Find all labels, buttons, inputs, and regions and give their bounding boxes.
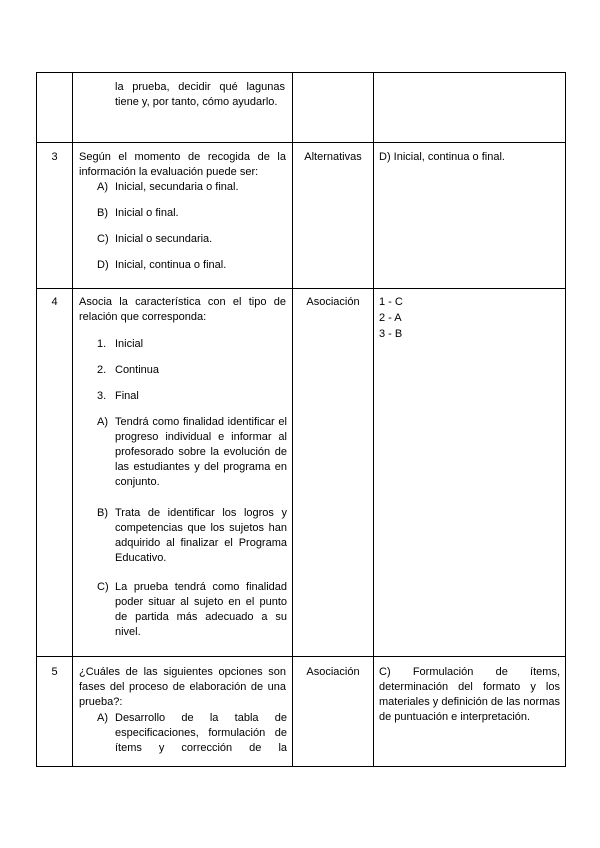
correct-answer: C) Formulación de ítems, determinación del formato y los materiales y definición de las normas de puntuación e interpretación. bbox=[379, 666, 560, 723]
question-number: 3 bbox=[51, 151, 58, 163]
question-text: ¿Cuáles de las siguientes opciones son fases del proceso de elaboración de una prueba?: bbox=[79, 666, 286, 708]
option-label: B) bbox=[97, 207, 108, 219]
column-divider bbox=[292, 73, 293, 767]
option-label: A) bbox=[97, 712, 108, 724]
correct-answer: 3 - B bbox=[379, 328, 403, 340]
questions-table bbox=[36, 72, 566, 767]
correct-answer: 2 - A bbox=[379, 312, 402, 324]
column-divider bbox=[373, 73, 374, 767]
row-divider bbox=[37, 288, 566, 289]
association-item bbox=[97, 389, 287, 404]
option-label: A) bbox=[97, 416, 108, 428]
question-text: Asocia la característica con el tipo de relación que corresponda: bbox=[79, 296, 286, 323]
item-text: Inicial bbox=[115, 338, 144, 350]
item-number: 2. bbox=[97, 364, 107, 376]
question-continuation-text: la prueba, decidir qué lagunas tiene y, por tanto, cómo ayudarlo. bbox=[115, 81, 285, 108]
answer-option bbox=[97, 232, 287, 247]
table-right-border bbox=[565, 73, 566, 767]
option-text: Inicial o final. bbox=[115, 207, 179, 219]
option-label: D) bbox=[97, 259, 109, 271]
association-option bbox=[97, 506, 287, 568]
item-number: 1. bbox=[97, 338, 107, 350]
association-option bbox=[97, 415, 287, 493]
answer-option bbox=[97, 258, 287, 273]
option-text: Desarrollo de la tabla de especificaciones, formulación de ítems y corrección de la bbox=[115, 712, 287, 754]
option-label: C) bbox=[97, 233, 109, 245]
question-number: 4 bbox=[51, 296, 58, 308]
table-bottom-border bbox=[37, 766, 566, 767]
option-text: Inicial o secundaria. bbox=[115, 233, 213, 245]
question-type: Alternativas bbox=[304, 151, 362, 163]
option-label: B) bbox=[97, 507, 108, 519]
correct-answer: 1 - C bbox=[379, 296, 403, 308]
option-text: Inicial, continua o final. bbox=[115, 259, 227, 271]
option-text: Inicial, secundaria o final. bbox=[115, 181, 239, 193]
option-text: Trata de identificar los logros y competencias que los sujetos han adquirido al finalizar el Programa Educativo. bbox=[115, 507, 287, 564]
answer-option bbox=[97, 711, 287, 757]
correct-answer: D) Inicial, continua o final. bbox=[379, 151, 505, 163]
association-item bbox=[97, 363, 287, 378]
question-type: Asociación bbox=[306, 666, 360, 678]
association-item bbox=[97, 337, 287, 352]
option-label: C) bbox=[97, 581, 109, 593]
question-type: Asociación bbox=[306, 296, 360, 308]
item-text: Continua bbox=[115, 364, 160, 376]
answer-option bbox=[97, 180, 287, 195]
item-number: 3. bbox=[97, 390, 107, 402]
question-number: 5 bbox=[51, 666, 58, 678]
association-option bbox=[97, 580, 287, 642]
column-divider bbox=[72, 73, 73, 767]
option-label: A) bbox=[97, 181, 108, 193]
option-text: La prueba tendrá como finalidad poder situar al sujeto en el punto de partida más adecuado a su nivel. bbox=[115, 581, 287, 638]
option-text: Tendrá como finalidad identificar el progreso individual e informar al profesorado sobre la evolución de las estudiantes y del programa en conjunto. bbox=[115, 416, 287, 488]
question-text: Según el momento de recogida de la información la evaluación puede ser: bbox=[79, 151, 286, 178]
row-divider bbox=[37, 142, 566, 143]
answer-option bbox=[97, 206, 287, 221]
row-divider bbox=[37, 656, 566, 657]
item-text: Final bbox=[115, 390, 139, 402]
